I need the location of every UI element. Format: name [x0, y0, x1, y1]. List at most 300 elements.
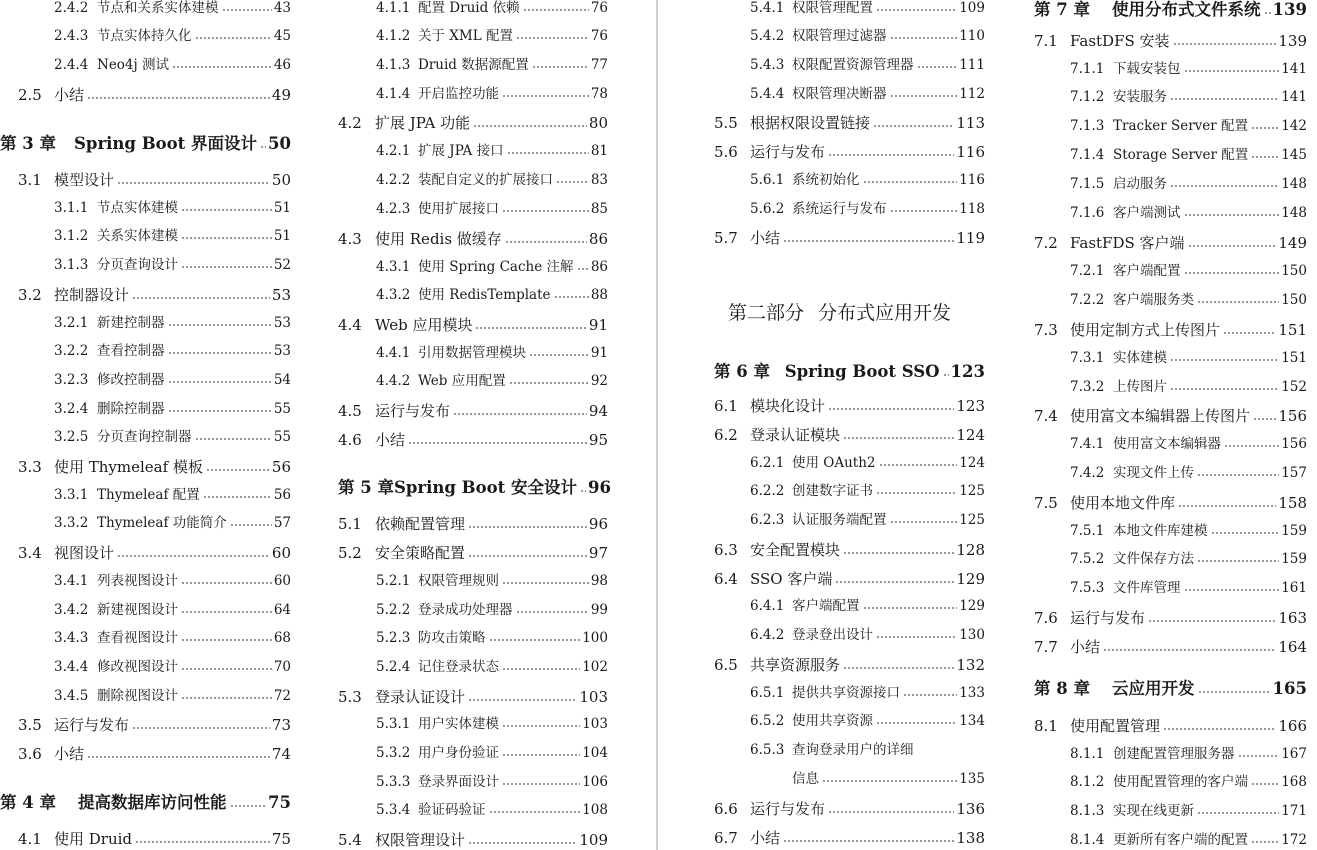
page-number: 124 [956, 426, 985, 444]
part-number: 第二部分 [728, 302, 805, 324]
entry-number: 6.5 [714, 656, 738, 674]
dot-leader [580, 490, 586, 492]
entry-title: 使用 Druid [54, 830, 133, 848]
subsection-entry[interactable] [714, 629, 985, 643]
entry-title: Thymeleaf 功能简介 [97, 515, 227, 531]
subsection-entry[interactable] [1034, 381, 1307, 395]
subsection-entry[interactable] [1034, 352, 1307, 366]
dot-leader [1264, 12, 1271, 14]
dot-leader [1197, 301, 1279, 303]
entry-title: 运行与发布 [1070, 609, 1146, 627]
dot-leader [876, 636, 957, 638]
page-number: 103 [582, 716, 608, 732]
subsection-entry[interactable] [338, 575, 608, 589]
section-entry[interactable] [0, 718, 291, 733]
section-entry[interactable] [714, 543, 985, 558]
entry-number: 6.2.1 [750, 455, 785, 471]
subsection-entry[interactable] [338, 261, 608, 275]
entry-title: 记住登录状态 [418, 659, 499, 675]
section-entry[interactable] [0, 460, 291, 475]
dot-leader [835, 581, 954, 583]
entry-number: 7.1.4 [1070, 147, 1105, 163]
page-number: 139 [1278, 32, 1307, 50]
chapter-entry[interactable] [1034, 2, 1307, 19]
subsection-entry[interactable] [0, 317, 291, 331]
dot-leader [523, 9, 589, 11]
entry-number: 第 4 章 [0, 793, 56, 812]
subsection-entry[interactable] [714, 744, 985, 758]
subsection-entry[interactable] [1034, 438, 1307, 452]
entry-number: 3.6 [18, 745, 42, 763]
entry-number: 第 7 章 [1034, 0, 1090, 19]
dot-leader [516, 37, 589, 39]
page-number: 136 [956, 800, 985, 818]
page-number: 113 [956, 114, 985, 132]
subsection-entry[interactable] [0, 230, 291, 244]
entry-title: 安装服务 [1113, 89, 1167, 105]
section-entry[interactable] [1034, 34, 1307, 49]
dot-leader [475, 327, 586, 329]
dot-leader [1188, 245, 1277, 247]
subsection-entry[interactable] [0, 690, 291, 704]
entry-number: 2.4.4 [54, 57, 89, 73]
dot-leader [943, 374, 949, 376]
section-entry[interactable] [0, 747, 291, 762]
entry-title: Spring Boot 界面设计 [74, 134, 258, 153]
entry-number: 4.4.1 [376, 345, 411, 361]
dot-leader [1184, 589, 1280, 591]
dot-leader [181, 237, 272, 239]
entry-title: 信息 [792, 771, 819, 787]
section-entry[interactable] [338, 116, 608, 131]
subsection-entry[interactable] [0, 575, 291, 589]
chapter-entry[interactable] [714, 364, 985, 381]
entry-number: 4.2 [338, 114, 362, 132]
entry-title: 删除控制器 [97, 401, 165, 417]
entry-number: 7.1.6 [1070, 205, 1105, 221]
subsection-entry[interactable] [0, 2, 291, 16]
section-entry[interactable] [0, 88, 291, 103]
dot-leader [1170, 388, 1279, 390]
entry-number: 5.3.3 [376, 774, 411, 790]
subsection-entry[interactable] [338, 747, 608, 761]
page-number: 91 [588, 316, 608, 334]
dot-leader [863, 607, 958, 609]
entry-title: 小结 [750, 229, 781, 247]
subsection-entry[interactable] [338, 604, 608, 618]
entry-title: 权限管理配置 [792, 0, 873, 16]
subsection-entry[interactable] [714, 773, 985, 787]
page-number: 116 [956, 143, 985, 161]
page-number: 50 [268, 134, 291, 153]
entry-title: 登录登出设计 [792, 627, 873, 643]
subsection-entry[interactable] [714, 2, 985, 16]
section-entry[interactable] [338, 517, 608, 532]
dot-leader [828, 154, 954, 156]
page-number: 83 [590, 172, 608, 188]
subsection-entry[interactable] [1034, 805, 1307, 819]
entry-number: 3.2.2 [54, 343, 89, 359]
section-entry[interactable] [1034, 323, 1307, 338]
dot-leader [502, 582, 589, 584]
subsection-entry[interactable] [338, 661, 608, 675]
subsection-entry[interactable] [1034, 467, 1307, 481]
dot-leader [828, 408, 954, 410]
entry-title: 配置 Druid 依赖 [418, 0, 520, 16]
section-entry[interactable] [338, 232, 608, 247]
subsection-entry[interactable] [1034, 207, 1307, 221]
entry-title: 认证服务端配置 [792, 512, 887, 528]
subsection-entry[interactable] [1034, 553, 1307, 567]
entry-number: 5.4 [338, 831, 362, 849]
dot-leader [453, 413, 587, 415]
subsection-entry[interactable] [1034, 120, 1307, 134]
entry-title: 节点和关系实体建模 [97, 0, 219, 16]
page-number: 123 [950, 362, 985, 381]
subsection-entry[interactable] [0, 431, 291, 445]
section-entry[interactable] [0, 546, 291, 561]
page-number: 133 [959, 685, 985, 701]
subsection-entry[interactable] [338, 718, 608, 732]
entry-title: 云应用开发 [1112, 679, 1195, 698]
subsection-entry[interactable] [338, 2, 608, 16]
page-number: 94 [588, 402, 608, 420]
entry-number: 7.3 [1034, 321, 1058, 339]
entry-number: 5.3.2 [376, 745, 411, 761]
dot-leader [502, 210, 589, 212]
page-number: 98 [590, 573, 608, 589]
section-entry[interactable] [714, 658, 985, 673]
dot-leader [168, 324, 272, 326]
subsection-entry[interactable] [714, 514, 985, 528]
entry-title: 使用富文本编辑器 [1113, 436, 1221, 452]
subsection-entry[interactable] [338, 203, 608, 217]
page-number: 145 [1281, 147, 1307, 163]
entry-title: 登录界面设计 [418, 774, 499, 790]
chapter-entry[interactable] [0, 136, 291, 153]
entry-number: 7.5 [1034, 494, 1058, 512]
entry-title: 运行与发布 [750, 800, 826, 818]
page-number: 125 [959, 512, 985, 528]
page-number: 46 [273, 57, 291, 73]
subsection-entry[interactable] [714, 174, 985, 188]
page-number: 163 [1278, 609, 1307, 627]
page-number: 76 [590, 0, 608, 16]
subsection-entry[interactable] [338, 632, 608, 646]
subsection-entry[interactable] [338, 174, 608, 188]
subsection-entry[interactable] [714, 59, 985, 73]
entry-number: 2.4.3 [54, 28, 89, 44]
page-number: 124 [959, 455, 985, 471]
section-entry[interactable] [0, 832, 291, 847]
entry-title: 用户实体建模 [418, 716, 499, 732]
subsection-entry[interactable] [0, 517, 291, 531]
section-entry[interactable] [338, 404, 608, 419]
section-entry[interactable] [0, 288, 291, 303]
chapter-entry[interactable] [1034, 681, 1307, 698]
entry-title: 权限管理设计 [375, 831, 466, 849]
entry-title: 查看控制器 [97, 343, 165, 359]
dot-leader [917, 66, 958, 68]
entry-number: 6.6 [714, 800, 738, 818]
section-entry[interactable] [338, 690, 608, 705]
entry-number: 6.2.2 [750, 483, 785, 499]
subsection-entry[interactable] [714, 203, 985, 217]
page-number: 141 [1281, 89, 1307, 105]
subsection-entry[interactable] [338, 375, 608, 389]
section-entry[interactable] [0, 173, 291, 188]
subsection-entry[interactable] [1034, 294, 1307, 308]
section-entry[interactable] [714, 831, 985, 846]
dot-leader [903, 694, 957, 696]
section-entry[interactable] [1034, 640, 1307, 655]
dot-leader [1251, 783, 1279, 785]
entry-number: 7.2.2 [1070, 292, 1105, 308]
page-number: 81 [590, 143, 608, 159]
subsection-entry[interactable] [338, 347, 608, 361]
entry-number: 7.5.3 [1070, 580, 1105, 596]
page-number: 53 [271, 286, 291, 304]
dot-leader [1251, 127, 1279, 129]
entry-title: 使用共享资源 [792, 713, 873, 729]
section-entry[interactable] [1034, 719, 1307, 734]
dot-leader [168, 410, 272, 412]
entry-number: 4.1.4 [376, 86, 411, 102]
entry-number: 7.7 [1034, 638, 1058, 656]
page-number: 102 [582, 659, 608, 675]
dot-leader [505, 241, 587, 243]
subsection-entry[interactable] [338, 88, 608, 102]
dot-leader [206, 469, 270, 471]
subsection-entry[interactable] [1034, 748, 1307, 762]
dot-leader [172, 66, 272, 68]
entry-title: Spring Boot SSO [784, 362, 940, 381]
section-entry[interactable] [714, 802, 985, 817]
entry-title: 查询登录用户的详细 [792, 742, 914, 758]
dot-leader [1148, 620, 1276, 622]
section-entry[interactable] [714, 399, 985, 414]
entry-title: 客户端服务类 [1113, 292, 1194, 308]
section-entry[interactable] [338, 833, 608, 848]
page-number: 53 [273, 343, 291, 359]
dot-leader [1224, 445, 1279, 447]
subsection-entry[interactable] [0, 30, 291, 44]
subsection-entry[interactable] [0, 604, 291, 618]
page-number: 109 [959, 0, 985, 16]
subsection-entry[interactable] [714, 687, 985, 701]
entry-title: Web 应用模块 [375, 316, 473, 334]
entry-title: 登录认证设计 [375, 688, 466, 706]
page-number: 134 [959, 713, 985, 729]
subsection-entry[interactable] [1034, 178, 1307, 192]
subsection-entry[interactable] [1034, 149, 1307, 163]
section-entry[interactable] [714, 231, 985, 246]
dot-leader [1238, 755, 1280, 757]
entry-title: 客户端配置 [792, 598, 860, 614]
page-number: 138 [956, 829, 985, 847]
entry-number: 3.2.3 [54, 372, 89, 388]
entry-number: 6.4 [714, 570, 738, 588]
entry-title: 登录成功处理器 [418, 602, 513, 618]
entry-title: FastDFS 安装 [1070, 32, 1170, 50]
subsection-entry[interactable] [1034, 91, 1307, 105]
entry-number: 8.1.1 [1070, 746, 1105, 762]
dot-leader [87, 97, 270, 99]
page-number: 148 [1281, 176, 1307, 192]
entry-title: 列表视图设计 [97, 573, 178, 589]
dot-leader [502, 725, 580, 727]
page-number: 158 [1278, 494, 1307, 512]
section-entry[interactable] [714, 428, 985, 443]
section-entry[interactable] [714, 116, 985, 131]
subsection-entry[interactable] [1034, 525, 1307, 539]
section-entry[interactable] [1034, 236, 1307, 251]
subsection-entry[interactable] [0, 374, 291, 388]
entry-number: 4.1 [18, 830, 42, 848]
part-heading [728, 298, 965, 325]
subsection-entry[interactable] [714, 88, 985, 102]
page-number: 75 [271, 830, 291, 848]
entry-title: 文件保存方法 [1113, 551, 1194, 567]
entry-number: 5.6.1 [750, 172, 785, 188]
section-entry[interactable] [714, 572, 985, 587]
section-entry[interactable] [714, 145, 985, 160]
page-number: 149 [1278, 234, 1307, 252]
page-number: 110 [959, 28, 985, 44]
subsection-entry[interactable] [714, 30, 985, 44]
entry-number: 4.3.1 [376, 259, 411, 275]
page-number: 108 [582, 802, 608, 818]
entry-title: 用户身份验证 [418, 745, 499, 761]
entry-title: 实现文件上传 [1113, 465, 1194, 481]
entry-number: 5.6 [714, 143, 738, 161]
section-entry[interactable] [1034, 409, 1307, 424]
subsection-entry[interactable] [338, 776, 608, 790]
page-number: 166 [1278, 717, 1307, 735]
dot-leader [1197, 474, 1279, 476]
entry-title: 运行与发布 [750, 143, 826, 161]
subsection-entry[interactable] [0, 202, 291, 216]
subsection-entry[interactable] [0, 661, 291, 675]
subsection-entry[interactable] [1034, 776, 1307, 790]
entry-number: 4.5 [338, 402, 362, 420]
subsection-entry[interactable] [714, 457, 985, 471]
page-number: 51 [273, 228, 291, 244]
entry-title: 分页查询控制器 [97, 429, 192, 445]
dot-leader [181, 668, 272, 670]
page-number: 151 [1278, 321, 1307, 339]
dot-leader [168, 352, 272, 354]
entry-title: 依赖配置管理 [375, 515, 466, 533]
entry-title: 装配自定义的扩展接口 [418, 172, 553, 188]
entry-number: 3.1 [18, 171, 42, 189]
subsection-entry[interactable] [1034, 63, 1307, 77]
page-number: 95 [588, 431, 608, 449]
section-entry[interactable] [338, 318, 608, 333]
entry-number: 4.3 [338, 230, 362, 248]
subsection-entry[interactable] [714, 600, 985, 614]
entry-number: 7.3.2 [1070, 379, 1105, 395]
entry-number: 3.3 [18, 458, 42, 476]
dot-leader [117, 182, 270, 184]
dot-leader [876, 492, 957, 494]
entry-title: 修改控制器 [97, 372, 165, 388]
subsection-entry[interactable] [338, 30, 608, 44]
page-number: 159 [1281, 551, 1307, 567]
entry-title: 文件库管理 [1113, 580, 1181, 596]
subsection-entry[interactable] [0, 489, 291, 503]
dot-leader [260, 146, 266, 148]
dot-leader [1197, 560, 1279, 562]
page-number: 68 [273, 630, 291, 646]
subsection-entry[interactable] [0, 403, 291, 417]
subsection-entry[interactable] [338, 289, 608, 303]
page-number: 92 [590, 373, 608, 389]
entry-number: 5.3 [338, 688, 362, 706]
entry-title: 系统运行与发布 [792, 201, 887, 217]
dot-leader [1103, 649, 1276, 651]
page-number: 150 [1281, 263, 1307, 279]
page-number: 161 [1281, 580, 1307, 596]
subsection-entry[interactable] [714, 485, 985, 499]
entry-number: 3.4.2 [54, 602, 89, 618]
dot-leader [876, 722, 957, 724]
entry-number: 6.3 [714, 541, 738, 559]
dot-leader [1211, 532, 1280, 534]
dot-leader [532, 66, 589, 68]
subsection-entry[interactable] [1034, 265, 1307, 279]
page-gutter [656, 0, 658, 850]
entry-number: 第 3 章 [0, 134, 56, 153]
page-number: 57 [273, 515, 291, 531]
dot-leader [195, 438, 272, 440]
section-entry[interactable] [338, 433, 608, 448]
entry-number: 3.5 [18, 716, 42, 734]
entry-title: 更新所有客户端的配置 [1113, 832, 1248, 848]
page-number: 167 [1281, 746, 1307, 762]
entry-title: 使用 OAuth2 [792, 455, 876, 471]
entry-number: 7.2 [1034, 234, 1058, 252]
entry-number: 7.1.1 [1070, 61, 1105, 77]
entry-title: 使用分布式文件系统 [1112, 0, 1261, 19]
entry-number: 7.3.1 [1070, 350, 1105, 366]
subsection-entry[interactable] [1034, 582, 1307, 596]
dot-leader [502, 95, 589, 97]
section-entry[interactable] [1034, 611, 1307, 626]
subsection-entry[interactable] [338, 145, 608, 159]
section-entry[interactable] [1034, 496, 1307, 511]
part-title: 分布式应用开发 [818, 302, 952, 324]
subsection-entry[interactable] [0, 59, 291, 73]
subsection-entry[interactable] [338, 59, 608, 73]
subsection-entry[interactable] [714, 715, 985, 729]
page-number: 76 [590, 28, 608, 44]
page-number: 45 [273, 28, 291, 44]
chapter-entry[interactable] [0, 795, 291, 812]
section-entry[interactable] [338, 546, 608, 561]
subsection-entry[interactable] [338, 804, 608, 818]
subsection-entry[interactable] [1034, 834, 1307, 848]
subsection-entry[interactable] [0, 259, 291, 273]
page-number: 156 [1281, 436, 1307, 452]
entry-number: 8.1 [1034, 717, 1058, 735]
chapter-entry[interactable] [338, 478, 611, 497]
subsection-entry[interactable] [0, 345, 291, 359]
subsection-entry[interactable] [0, 632, 291, 646]
page-number: 159 [1281, 523, 1307, 539]
entry-number: 5.2 [338, 544, 362, 562]
entry-number: 5.2.2 [376, 602, 411, 618]
